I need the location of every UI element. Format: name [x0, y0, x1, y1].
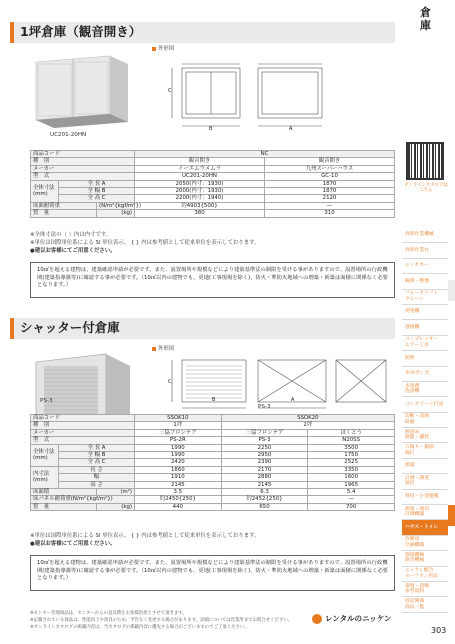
spec-cell: 440	[135, 503, 222, 510]
spec-cell: 2170	[221, 466, 308, 473]
spec-cell: 2120	[265, 195, 395, 202]
spec-cell: 6.3	[221, 488, 308, 495]
spec-cell: 2坪	[221, 422, 394, 429]
spec-cell: 3350	[308, 466, 395, 473]
spec-cell: 1600	[308, 474, 395, 481]
spec-sub-label: 幅	[59, 474, 135, 481]
spec-label: 種 別	[31, 422, 135, 429]
spec-cell: 2390	[221, 459, 308, 466]
section2-dim-a: A	[291, 397, 295, 403]
square-bullet-icon	[152, 47, 156, 51]
spec-cell: 3500	[308, 444, 395, 451]
spec-cell: 2950	[221, 451, 308, 458]
spec-header-label: 商品コード	[31, 151, 135, 158]
spec-cell: 2250	[221, 444, 308, 451]
spec-label: メーカー	[31, 165, 135, 172]
spec-cell: 九州スーパーハウス	[265, 165, 395, 172]
spec-cell: 310	[265, 210, 395, 217]
spec-cell: 1870	[265, 187, 395, 194]
spec-cell: 1990	[135, 444, 222, 451]
side-tab-active	[448, 505, 455, 526]
footer-note: ※オンラインカタログの掲載内容は、当カタログの掲載内容に優先する場合がございますのでご了承ください。	[30, 625, 249, 630]
sidebar-item[interactable]: フォークリフト クレーン	[402, 290, 448, 305]
section2-dim-c: C	[168, 379, 172, 385]
page-number: 303	[431, 626, 447, 635]
section1-note: ※全体寸法の（ ）内は内寸です。	[30, 232, 112, 238]
spec-cell: 1860	[135, 466, 222, 473]
section1-header	[10, 22, 395, 43]
sidebar-item[interactable]: 発電機	[402, 305, 448, 320]
sidebar-item[interactable]: 水中ポンプ	[402, 367, 448, 382]
spec-cell: 観音開き	[135, 158, 265, 165]
spec-label: 種 別	[31, 158, 135, 165]
spec-sub-label: 全 長 A	[59, 180, 135, 187]
spec-size-group: 全体寸法 (mm)	[31, 444, 59, 466]
sidebar-item[interactable]: 特記関係 商品一覧	[402, 597, 448, 612]
side-title: 倉庫	[420, 6, 431, 33]
spec-cell: イーエムウメムラ	[135, 165, 265, 172]
spec-cell: 3.5	[135, 488, 222, 495]
section1-title: 1坪倉庫（観音開き）	[20, 24, 142, 40]
sidebar-item[interactable]: 水処理 洗浄機	[402, 382, 448, 397]
sidebar-item[interactable]: 測量・通信 計測機器	[402, 505, 448, 520]
spec-cell: 2880	[221, 474, 308, 481]
spec-cell: N20SS	[308, 437, 395, 444]
spec-cell: 約4903{500}	[135, 202, 265, 209]
brand-logo	[312, 614, 391, 624]
spec-cell: 三協フロンテア	[221, 429, 308, 436]
spec-cell: 2145	[221, 481, 308, 488]
spec-cell: 1750	[308, 451, 395, 458]
spec-unit: (m²)	[97, 488, 135, 495]
spec-sub-label: 全 高 C	[59, 195, 135, 202]
spec-label: 床面積	[31, 488, 97, 495]
spec-cell: 2000(内寸：1930)	[135, 187, 265, 194]
spec-sub-label: 全 幅 B	[59, 187, 135, 194]
sidebar-item[interactable]: ニッケン総合 セーフティ用品	[402, 567, 448, 582]
spec-cell: 700	[308, 503, 395, 510]
section1-note: ●建以お客様にてご用意ください。	[30, 248, 116, 254]
section2-note: ●建以お客様にてご用意ください。	[30, 541, 116, 547]
section1-dim-a: A	[289, 126, 293, 132]
section1-dim-b: B	[209, 126, 213, 132]
brand-mark-icon	[312, 614, 322, 624]
sidebar-item[interactable]: 締固め 路盤・舗装	[402, 428, 448, 443]
spec-cell: GC-10	[265, 173, 395, 180]
section2-spec-table	[30, 414, 395, 511]
spec-cell: 2050(内寸：1930)	[135, 180, 265, 187]
spec-label: メーカー	[31, 429, 135, 436]
section2-figure-label-text: 外形図	[158, 346, 175, 352]
section1-photo-caption: UC201-20HN	[50, 132, 87, 138]
spec-cell: 380	[135, 210, 265, 217]
sidebar-item[interactable]: 高所作業台	[402, 243, 448, 258]
spec-cell: ほくとう	[308, 429, 395, 436]
spec-header-code: SSOK10	[135, 415, 222, 422]
spec-cell: 1910	[135, 474, 222, 481]
spec-label: 型 式	[31, 437, 135, 444]
spec-cell: —	[265, 202, 395, 209]
qr-code[interactable]	[406, 142, 444, 180]
sidebar-item[interactable]: 照明	[402, 351, 448, 366]
sidebar-item[interactable]: レンタカー	[402, 259, 448, 274]
brand-name: レンタルのニッケン	[325, 613, 392, 623]
section1-dim-c: C	[168, 88, 172, 94]
qr-caption: オンラインカタログはこちら	[404, 183, 448, 194]
spec-label: 質 量	[31, 210, 97, 217]
side-tab	[448, 280, 455, 301]
footer-note: ※記載されている商品は、性能向上や改良のため、予告なく変更する場合があります。詳細については営業所までお問合せください。	[30, 618, 293, 623]
sidebar-item[interactable]: 計測・調査 通信	[402, 474, 448, 489]
spec-header-code: SSOK20	[221, 415, 394, 422]
sidebar-item[interactable]: コンクリート打設	[402, 397, 448, 412]
spec-label: 床パネル耐荷重(N/m²{kgf/m²})	[31, 496, 135, 503]
section2-dim-b: B	[212, 397, 216, 403]
spec-header-code: NC	[135, 151, 395, 158]
section1-spec-table	[30, 150, 395, 218]
spec-label: 床面耐荷重	[31, 202, 97, 209]
spec-cell: 650	[221, 503, 308, 510]
sidebar-item[interactable]: コンプレッサー エアー工具	[402, 336, 448, 351]
sidebar-item[interactable]: 掘削・整地	[402, 274, 448, 289]
spec-label: 型 式	[31, 173, 135, 180]
spec-size-group: 全体寸法 (mm)	[31, 180, 59, 202]
spec-unit: (N/m²{kgf/m²})	[97, 202, 135, 209]
sidebar-item[interactable]: 穴掘り・掘削 線打	[402, 443, 448, 458]
section2-note: ※単位は国際単位系による SI 単位表示。 { } 内は参考値として従来単位を表示しております。	[30, 533, 260, 539]
sidebar-item[interactable]: 切断・切削 研磨	[402, 413, 448, 428]
sidebar-item[interactable]: ハウス・トイレ	[402, 520, 448, 535]
spec-cell: 1990	[135, 451, 222, 458]
spec-cell: 1965	[308, 481, 395, 488]
section2-figure-label	[152, 346, 174, 352]
section1-note: ※単位は国際単位系による SI 単位表示。 { } 内は参考値として従来単位を表示しております。	[30, 240, 260, 246]
spec-cell: 三協フロンテア	[135, 429, 222, 436]
section2-title: シャッター付倉庫	[20, 320, 120, 336]
sidebar-item[interactable]: 高所作業機械	[402, 228, 448, 243]
square-bullet-icon	[152, 347, 156, 351]
sidebar-nav	[402, 228, 448, 613]
sidebar-item[interactable]: 冷暖房 空調機器	[402, 536, 448, 551]
spec-unit: (kg)	[97, 210, 135, 217]
section2-figure-caption: PS-3	[258, 404, 271, 410]
sidebar-item[interactable]: 環境機械 除雪機械	[402, 551, 448, 566]
section1-drawing	[168, 58, 388, 138]
spec-sub-label: 高 さ	[59, 481, 135, 488]
sidebar-item[interactable]: 溶接機	[402, 320, 448, 335]
spec-cell: 1坪	[135, 422, 222, 429]
spec-cell: PS-2R	[135, 437, 222, 444]
spec-cell: 5.4	[308, 488, 395, 495]
spec-cell: PS-3	[221, 437, 308, 444]
section2-header	[10, 318, 395, 339]
section2-drawing	[168, 356, 393, 418]
spec-cell: 1870	[265, 180, 395, 187]
spec-header-label: 商品コード	[31, 415, 135, 422]
section1-notice-box: 10㎡を超える建物は、建築確認申請が必要です。また、設置場所や規模などにより建築基準法の制限を受ける事がありますので、設置場所の行政機関(建築指導課等)に確認する事が必要です。（10㎡以内の建物でも、更地(工事現場を除く)、防火・準防火地域への増築・新築は面積に関係なく必要となります。）	[30, 262, 395, 298]
spec-cell: —	[308, 496, 395, 503]
spec-sub-label: 全 長 A	[59, 444, 135, 451]
sidebar-item[interactable]: 環境・資格 参考資料	[402, 582, 448, 597]
section1-figure-label	[152, 46, 174, 52]
spec-sub-label: 全 高 C	[59, 459, 135, 466]
spec-cell: UC201-20HN	[135, 173, 265, 180]
section1-photo	[24, 48, 134, 130]
sidebar-item[interactable]: 荷役・小型運搬	[402, 490, 448, 505]
spec-sub-label: 長 さ	[59, 466, 135, 473]
spec-inner-group: 内寸法 (mm)	[31, 466, 59, 488]
spec-cell: 約2450{250}	[135, 496, 222, 503]
spec-cell: 観音開き	[265, 158, 395, 165]
spec-cell: 約2452{250}	[221, 496, 308, 503]
spec-cell: 2525	[308, 459, 395, 466]
spec-label: 質 量	[31, 503, 97, 510]
spec-sub-label: 全 幅 B	[59, 451, 135, 458]
section2-photo-caption: PS-3	[40, 398, 53, 404]
spec-cell: 2145	[135, 481, 222, 488]
sidebar-item[interactable]: 測量	[402, 459, 448, 474]
section2-notice-box: 10㎡を超える建物は、建築確認申請が必要です。また、設置場所や規模などにより建築基準法の制限を受ける事がありますので、設置場所の行政機関(建築指導課等)に確認する事が必要です。（10㎡以内の建物でも、更地(工事現場を除く)、防火・準防火地域への増築・新築は面積に関係なく必要となります。）	[30, 555, 395, 591]
section1-figure-label-text: 外形図	[158, 46, 175, 52]
spec-cell: 2200(内寸：1940)	[135, 195, 265, 202]
footer-note: ※センター管理商品は、センターからの直送費をお客様負担とさせて頂きます。	[30, 611, 187, 616]
spec-cell: 2420	[135, 459, 222, 466]
spec-unit: (kg)	[97, 503, 135, 510]
